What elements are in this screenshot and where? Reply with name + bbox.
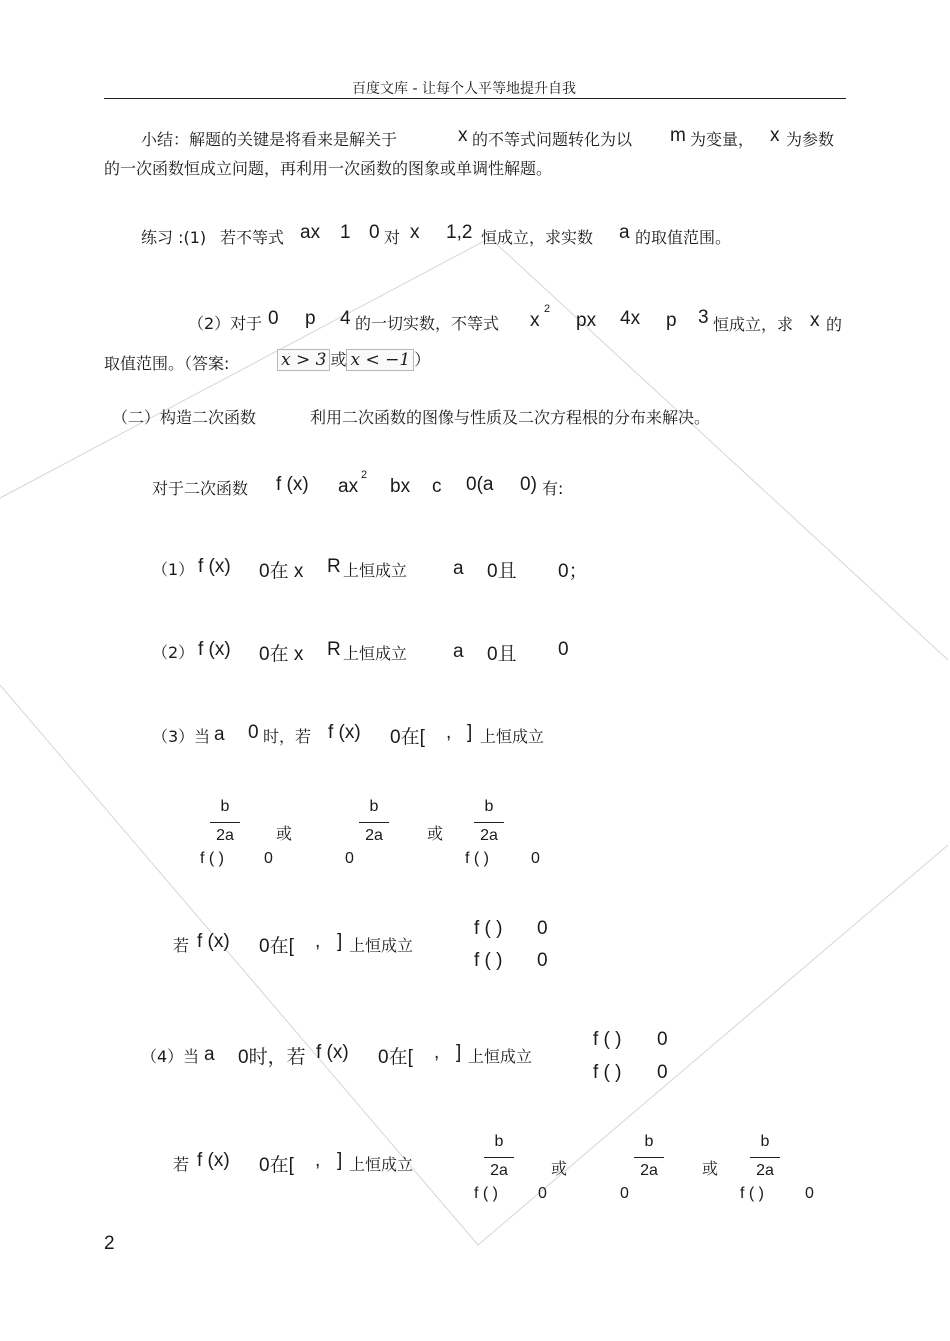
exercise-text: 恒成立，求: [713, 315, 794, 334]
exercise-label: （2）对于: [188, 314, 263, 333]
math-term: 0): [520, 474, 537, 495]
answer-image: [277, 347, 430, 371]
case-label: （3）当: [152, 727, 211, 746]
fraction-b-over-2a: b 2a: [359, 798, 389, 845]
math-term: 0在[: [259, 936, 294, 957]
math-term: 0在[: [390, 727, 425, 748]
exercise-text: 恒成立，求实数: [481, 228, 594, 247]
answer-or: 或: [330, 350, 347, 369]
math-term: 0: [268, 308, 279, 329]
summary-var: x: [770, 125, 780, 146]
math-term: f (x): [276, 474, 309, 495]
math-term: x: [530, 310, 540, 331]
case-text: 上恒成立: [343, 644, 408, 663]
summary-text: 小结：解题的关键是将看来是解关于: [141, 130, 398, 149]
math-term: ,: [446, 722, 452, 743]
answer-1: x > 3: [277, 349, 330, 371]
math-term: 0且: [487, 644, 517, 665]
summary-var: x: [458, 125, 468, 146]
exercise-text: 取值范围。（答案:: [104, 354, 230, 373]
math-term: f ( ): [465, 850, 489, 867]
quad-text: 对于二次函数: [152, 479, 249, 498]
case-label: （1）: [152, 560, 195, 579]
math-term: x: [410, 222, 420, 243]
math-term: ]: [467, 722, 473, 743]
math-term: 0: [537, 950, 548, 971]
answer-2: x < −1: [346, 349, 414, 371]
math-term: ]: [456, 1042, 462, 1063]
math-term: ]: [337, 1150, 343, 1171]
summary-text: 为变量，: [690, 130, 755, 149]
case-text: 上恒成立: [343, 561, 408, 580]
math-term: a: [204, 1044, 215, 1065]
math-term: ,: [315, 1150, 321, 1171]
math-term: 0: [805, 1185, 814, 1202]
math-term: 0: [620, 1185, 629, 1202]
exercise-text: 对: [384, 228, 401, 247]
exercise-text: 的一切实数，不等式: [355, 314, 500, 333]
math-term: 0时，若: [238, 1047, 306, 1068]
fraction-b-over-2a: b 2a: [210, 798, 240, 845]
math-term: f ( ): [200, 850, 224, 867]
math-term: 0: [248, 722, 259, 743]
math-term: ,: [315, 931, 321, 952]
math-term: 0: [537, 918, 548, 939]
math-term: a: [453, 558, 464, 579]
fraction-b-over-2a: b 2a: [484, 1133, 514, 1180]
math-term: p: [305, 308, 316, 329]
or-text: 或: [551, 1159, 568, 1178]
or-text: 或: [427, 824, 444, 843]
math-term: 0: [531, 850, 540, 867]
math-term: x: [810, 310, 820, 331]
math-term: 4: [340, 308, 351, 329]
case-text: 若: [173, 936, 190, 955]
math-term: 3: [698, 307, 709, 328]
case-text: 时，若: [263, 727, 312, 746]
math-term: f (x): [198, 639, 231, 660]
page-header: 百度文库 - 让每个人平等地提升自我: [352, 81, 576, 97]
fraction-b-over-2a: b 2a: [634, 1133, 664, 1180]
math-term: 0: [558, 639, 569, 660]
header-rule: [104, 98, 846, 99]
case-text: 上恒成立: [349, 936, 414, 955]
case-text: 上恒成立: [468, 1047, 533, 1066]
case-text: 若: [173, 1155, 190, 1174]
math-term: bx: [390, 476, 411, 497]
quad-text: 有:: [542, 479, 564, 498]
math-term: 0在[: [378, 1047, 413, 1068]
math-term: ax: [338, 476, 359, 497]
math-term: ,: [434, 1042, 440, 1063]
math-term: f (x): [328, 722, 361, 743]
math-term: 4x: [620, 308, 641, 329]
math-term: a: [453, 641, 464, 662]
math-term: 1: [340, 222, 351, 243]
math-term: 0在[: [259, 1155, 294, 1176]
exercise-label: 练习 :(1): [141, 228, 207, 247]
fraction-b-over-2a: b 2a: [750, 1133, 780, 1180]
math-term: c: [432, 476, 442, 497]
math-term: f (x): [198, 556, 231, 577]
math-term: 0在 x: [259, 561, 304, 582]
exponent: 2: [544, 303, 551, 315]
math-term: 0(a: [466, 474, 494, 495]
math-term: 0；: [558, 561, 588, 582]
exponent: 2: [361, 469, 368, 481]
math-term: a: [619, 222, 630, 243]
exercise-text: 的: [826, 315, 843, 334]
math-term: R: [327, 639, 341, 660]
math-term: 0在 x: [259, 644, 304, 665]
exercise-text: 若不等式: [220, 228, 285, 247]
case-label: （2）: [152, 643, 195, 662]
section-title: （二）构造二次函数: [112, 408, 257, 427]
math-term: 0: [264, 850, 273, 867]
math-term: 0: [538, 1185, 547, 1202]
math-term: 0: [369, 222, 380, 243]
math-term: 0且: [487, 561, 517, 582]
math-term: ax: [300, 222, 321, 243]
summary-text: 的一次函数恒成立问题，再利用一次函数的图象或单调性解题。: [104, 159, 553, 178]
math-term: f (x): [316, 1042, 349, 1063]
math-term: p: [666, 310, 677, 331]
case-text: 上恒成立: [480, 727, 545, 746]
math-term: 0: [657, 1029, 668, 1050]
summary-text: 为参数: [786, 130, 835, 149]
math-term: f ( ): [740, 1185, 764, 1202]
or-text: 或: [702, 1159, 719, 1178]
case-label: （4）当: [141, 1047, 200, 1066]
math-term: f ( ): [474, 918, 503, 939]
page-number: 2: [104, 1233, 115, 1254]
math-term: R: [327, 556, 341, 577]
math-term: ]: [337, 931, 343, 952]
or-text: 或: [276, 824, 293, 843]
answer-close: ）: [414, 350, 431, 369]
math-term: f ( ): [474, 950, 503, 971]
math-term: f ( ): [593, 1062, 622, 1083]
math-term: a: [214, 724, 225, 745]
math-term: 0: [657, 1062, 668, 1083]
section-desc: 利用二次函数的图像与性质及二次方程根的分布来解决。: [310, 408, 711, 427]
summary-text: 的不等式问题转化为以: [472, 130, 633, 149]
summary-var: m: [670, 125, 686, 146]
math-term: f ( ): [593, 1029, 622, 1050]
math-term: f (x): [197, 931, 230, 952]
math-term: px: [576, 310, 597, 331]
math-term: f ( ): [474, 1185, 498, 1202]
math-term: f (x): [197, 1150, 230, 1171]
exercise-text: 的取值范围。: [635, 228, 732, 247]
case-text: 上恒成立: [349, 1155, 414, 1174]
math-term: 0: [345, 850, 354, 867]
math-term: 1,2: [446, 222, 473, 243]
fraction-b-over-2a: b 2a: [474, 798, 504, 845]
